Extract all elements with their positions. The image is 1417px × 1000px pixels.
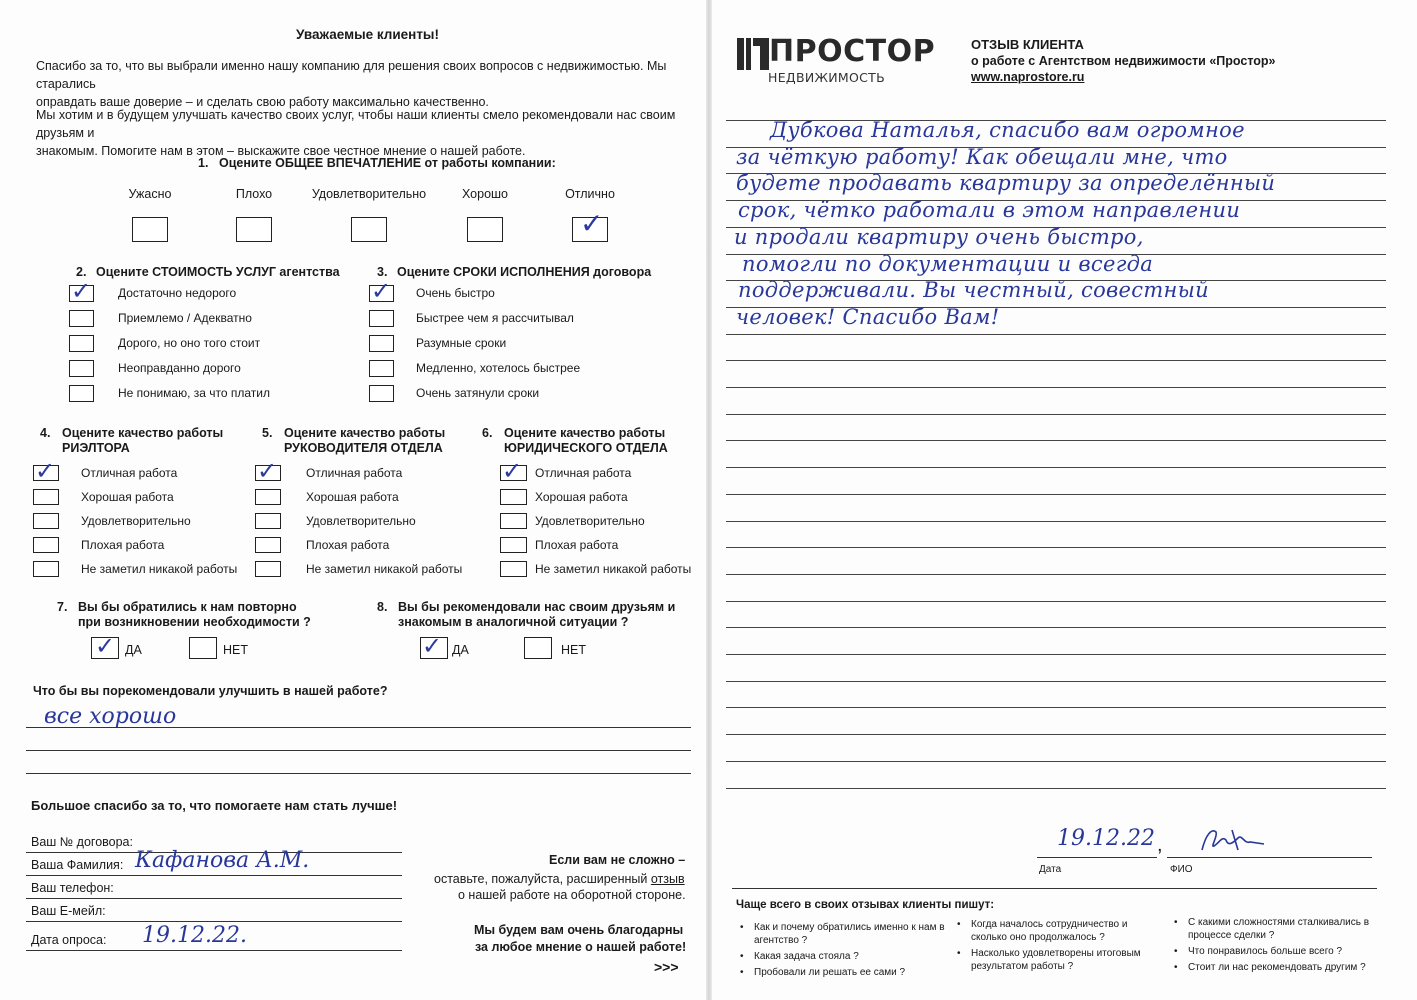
q7-no-label: НЕТ (223, 643, 248, 657)
bullet-text: Стоит ли нас рекомендовать другим ? (1188, 962, 1366, 973)
field-label: Ваша Фамилия: (31, 858, 124, 872)
ruled-line (726, 734, 1386, 735)
q4-option-label: Не заметил никакой работы (81, 562, 238, 576)
review-line-text: человек! Спасибо Вам! (736, 304, 1000, 329)
intro-text-2: Мы хотим и в будущем улучшать качество своих услуг, чтобы наши клиенты смело рекомендовали нас своим друзьям и знакомым. Помогите нам в этом – выскажите свое честное мнение о нашей работе. (36, 108, 676, 158)
q4-option-checkbox[interactable] (33, 513, 59, 529)
q3-option-label: Очень затянули сроки (416, 386, 540, 400)
bullet-icon: • (740, 967, 744, 978)
q6-option-label: Не заметил никакой работы (535, 562, 692, 576)
date-line (1037, 857, 1157, 858)
review-line-text: поддерживали. Вы честный, совестный (738, 278, 1209, 303)
review-line-text: Дубкова Наталья, спасибо вам огромное (770, 118, 1245, 142)
survey-page (0, 0, 708, 1000)
q5-option-checkbox[interactable] (255, 537, 281, 553)
improve-question: Что бы вы порекомендовали улучшить в нашей работе? (33, 684, 388, 698)
q8-no-label: НЕТ (561, 643, 586, 657)
logo-mark-icon (737, 36, 771, 70)
q6-option-label: Хорошая работа (535, 490, 628, 504)
bullet-item (1174, 961, 1374, 974)
q3-option-label: Медленно, хотелось быстрее (416, 361, 581, 375)
ruled-line (726, 360, 1386, 361)
field-value[interactable]: Кафанова А.М. (135, 848, 310, 873)
q1-option-label: Удовлетворительно (311, 187, 427, 201)
ruled-line (726, 707, 1386, 708)
q6-option-checkbox[interactable] (500, 489, 527, 505)
q2-option-label: Дорого, но оно того стоит (118, 336, 261, 350)
q3-option-label: Очень быстро (416, 286, 495, 300)
field-line (26, 875, 402, 876)
q3-title: Оцените СРОКИ ИСПОЛНЕНИЯ договора (397, 265, 652, 279)
q3-option-label: Быстрее чем я рассчитывал (416, 311, 574, 325)
checkmark-icon: ✓ (422, 632, 443, 660)
field-value[interactable]: 19.12.22. (142, 923, 247, 948)
ruled-line (726, 440, 1386, 441)
field-line (26, 921, 402, 922)
ruled-line (726, 788, 1386, 789)
q4-title: Оцените качество работы РИЭЛТОРА (62, 426, 224, 455)
q8-title: Вы бы рекомендовали нас своим друзьям и знакомым в аналогичной ситуации ? (398, 600, 676, 629)
q1-number: 1. (198, 156, 209, 170)
bullet-item (740, 921, 945, 947)
review-line-text: помогли по документации и всегда (742, 251, 1154, 276)
q2-option-checkbox[interactable] (69, 385, 94, 402)
q6-option-checkbox[interactable] (500, 561, 527, 577)
q6-option-label: Плохая работа (535, 538, 619, 552)
q5-title: Оцените качество работы РУКОВОДИТЕЛЯ ОТДЕЛА (284, 426, 446, 455)
q1-option-checkbox[interactable] (236, 217, 272, 242)
field-line (26, 950, 402, 951)
q2-title: Оцените СТОИМОСТЬ УСЛУГ агентства (96, 265, 340, 279)
date-label: Дата (1039, 864, 1062, 875)
q4-option-checkbox[interactable] (33, 561, 59, 577)
q4-number: 4. (40, 426, 51, 440)
bullet-text: Что понравилось больше всего ? (1188, 946, 1343, 957)
bullet-text: С какими сложностями сталкивались в процессе сделки ? (1188, 917, 1370, 941)
review-page (712, 0, 1417, 1000)
q4-option-checkbox[interactable] (33, 537, 59, 553)
q2-number: 2. (76, 265, 87, 279)
bullet-item (957, 947, 1157, 973)
grateful-text: Мы будем вам очень благодарны (474, 923, 684, 937)
q1-option-checkbox[interactable] (132, 217, 168, 242)
divider (732, 888, 1377, 889)
review-title: ОТЗЫВ КЛИЕНТА (971, 37, 1084, 52)
bullet-text: Как и почему обратились именно к нам в агентство ? (754, 922, 945, 946)
q1-option-checkbox[interactable] (351, 217, 387, 242)
q5-option-label: Не заметил никакой работы (306, 562, 463, 576)
q7-yes-label: ДА (125, 643, 142, 657)
q5-option-checkbox[interactable] (255, 513, 281, 529)
review-line-text: и продали квартиру очень быстро, (734, 224, 1144, 249)
signature-date[interactable]: 19.12.22 (1057, 826, 1155, 851)
side-note-text: оставьте, пожалуйста, расширенный отзыв (434, 872, 685, 886)
ruled-line (726, 467, 1386, 468)
ruled-line (726, 414, 1386, 415)
q2-option-label: Неоправданно дорого (118, 361, 241, 375)
q4-option-label: Отличная работа (81, 466, 178, 480)
field-line (26, 898, 402, 899)
side-note-text-2: о нашей работе на оборотной стороне. (458, 888, 686, 902)
field-label: Ваш Е-мейл: (31, 904, 106, 918)
checkmark-icon: ✓ (371, 277, 392, 305)
ruled-line (726, 334, 1386, 335)
answer-line (26, 773, 691, 774)
bullets-col-2 (957, 918, 1157, 976)
thanks-text: Большое спасибо за то, что помогаете нам стать лучше! (31, 798, 398, 813)
fio-line (1167, 857, 1372, 858)
q7-number: 7. (57, 600, 68, 614)
bullet-item (740, 966, 945, 979)
q4-option-label: Удовлетворительно (81, 514, 191, 528)
improve-answer[interactable]: все хорошо (44, 704, 177, 729)
q6-option-checkbox[interactable] (500, 537, 527, 553)
ruled-line (726, 521, 1386, 522)
answer-line (26, 750, 691, 751)
bullet-icon: • (957, 948, 961, 959)
website-link[interactable]: www.naprostore.ru (971, 70, 1085, 84)
q1-option-label: Ужасно (128, 187, 172, 201)
checkmark-icon: ✓ (502, 457, 523, 485)
q5-number: 5. (262, 426, 273, 440)
q6-option-label: Отличная работа (535, 466, 632, 480)
q4-option-label: Хорошая работа (81, 490, 174, 504)
q6-title: Оцените качество работы ЮРИДИЧЕСКОГО ОТДЕЛА (504, 426, 668, 455)
q3-option-checkbox[interactable] (369, 310, 394, 327)
q5-option-label: Отличная работа (306, 466, 403, 480)
review-line-text: срок, чётко работали в этом направлении (738, 198, 1241, 223)
q5-option-checkbox[interactable] (255, 489, 281, 505)
review-subtitle: о работе с Агентством недвижимости «Простор» (971, 54, 1276, 68)
ruled-line (726, 574, 1386, 575)
q6-option-checkbox[interactable] (500, 513, 527, 529)
date-separator: , (1157, 834, 1163, 856)
review-line-text: за чёткую работу! Как обещали мне, что (736, 144, 1228, 169)
q7-title: Вы бы обратились к нам повторно при возникновении необходимости ? (78, 600, 311, 629)
bullet-icon: • (1174, 946, 1178, 957)
bullet-icon: • (1174, 917, 1178, 928)
q8-no-checkbox[interactable] (524, 637, 552, 659)
q5-option-label: Плохая работа (306, 538, 390, 552)
bullet-text: Пробовали ли решать ее сами ? (754, 967, 906, 978)
signature-icon (1192, 822, 1302, 858)
q2-option-checkbox[interactable] (69, 310, 94, 327)
ruled-line (726, 494, 1386, 495)
q8-number: 8. (377, 600, 388, 614)
bullet-icon: • (740, 922, 744, 933)
q5-option-label: Хорошая работа (306, 490, 399, 504)
often-title: Чаще всего в своих отзывах клиенты пишут: (736, 899, 995, 911)
ruled-line (726, 761, 1386, 762)
q4-option-checkbox[interactable] (33, 489, 59, 505)
q4-option-label: Плохая работа (81, 538, 165, 552)
ruled-line (726, 387, 1386, 388)
field-label: Дата опроса: (31, 933, 107, 947)
q6-number: 6. (482, 426, 493, 440)
checkmark-icon: ✓ (580, 207, 604, 240)
bullet-text: Когда началось сотрудничество и сколько оно продолжалось ? (971, 919, 1128, 943)
ruled-line (726, 654, 1386, 655)
checkmark-icon: ✓ (257, 457, 278, 485)
ruled-line (726, 601, 1386, 602)
q3-option-checkbox[interactable] (369, 360, 394, 377)
bullet-icon: • (957, 919, 961, 930)
bullet-icon: • (1174, 962, 1178, 973)
answer-line (26, 727, 691, 728)
bullet-text: Насколько удовлетворены итоговым результатом работы ? (971, 948, 1141, 972)
bullet-item (740, 950, 945, 963)
bullet-item (957, 918, 1157, 944)
q2-option-label: Не понимаю, за что платил (118, 386, 271, 400)
q2-option-checkbox[interactable] (69, 360, 94, 377)
fio-label: ФИО (1170, 864, 1193, 875)
logo-sub: НЕДВИЖИМОСТЬ (768, 70, 885, 85)
arrows-icon: >>> (654, 959, 679, 975)
q1-title: Оцените ОБЩЕЕ ВПЕЧАТЛЕНИЕ от работы компании: (219, 156, 556, 170)
bullet-text: Какая задача стояла ? (754, 951, 859, 962)
checkmark-icon: ✓ (71, 277, 92, 305)
q3-option-checkbox[interactable] (369, 335, 394, 352)
q8-yes-label: ДА (452, 643, 469, 657)
bullets-col-3 (1174, 916, 1374, 977)
q1-option-label: Хорошо (461, 187, 509, 201)
side-note-title: Если вам не сложно – (549, 853, 686, 867)
q1-option-checkbox[interactable] (467, 217, 503, 242)
review-line-text: будете продавать квартиру за определённый (736, 171, 1276, 196)
ruled-line (726, 547, 1386, 548)
field-label: Ваш телефон: (31, 881, 114, 895)
q5-option-checkbox[interactable] (255, 561, 281, 577)
field-label: Ваш № договора: (31, 835, 133, 849)
bullets-col-1 (740, 921, 945, 982)
q1-option-label: Плохо (235, 187, 273, 201)
q3-option-label: Разумные сроки (416, 336, 507, 350)
bullet-item (1174, 916, 1374, 942)
q2-option-label: Приемлемо / Адекватно (118, 311, 252, 325)
page-heading: Уважаемые клиенты! (296, 27, 439, 42)
ruled-line (726, 681, 1386, 682)
q3-number: 3. (377, 265, 388, 279)
checkmark-icon: ✓ (95, 632, 116, 660)
q5-option-label: Удовлетворительно (306, 514, 416, 528)
checkmark-icon: ✓ (35, 457, 56, 485)
q6-option-label: Удовлетворительно (535, 514, 645, 528)
bullet-item (1174, 945, 1374, 958)
logo-main: ПРОСТОР (769, 34, 936, 69)
q2-option-checkbox[interactable] (69, 335, 94, 352)
q7-no-checkbox[interactable] (189, 637, 217, 659)
bullet-icon: • (740, 951, 744, 962)
q1-option-label: Отлично (565, 187, 615, 201)
ruled-line (726, 627, 1386, 628)
grateful-text-2: за любое мнение о нашей работе! (475, 940, 687, 954)
q3-option-checkbox[interactable] (369, 385, 394, 402)
intro-text-1: Спасибо за то, что вы выбрали именно нашу компанию для решения своих вопросов с недвижимостью. Мы старались оправдать ваше доверие – и сделать свою работу максимально качественно. (36, 59, 667, 109)
q2-option-label: Достаточно недорого (118, 286, 237, 300)
